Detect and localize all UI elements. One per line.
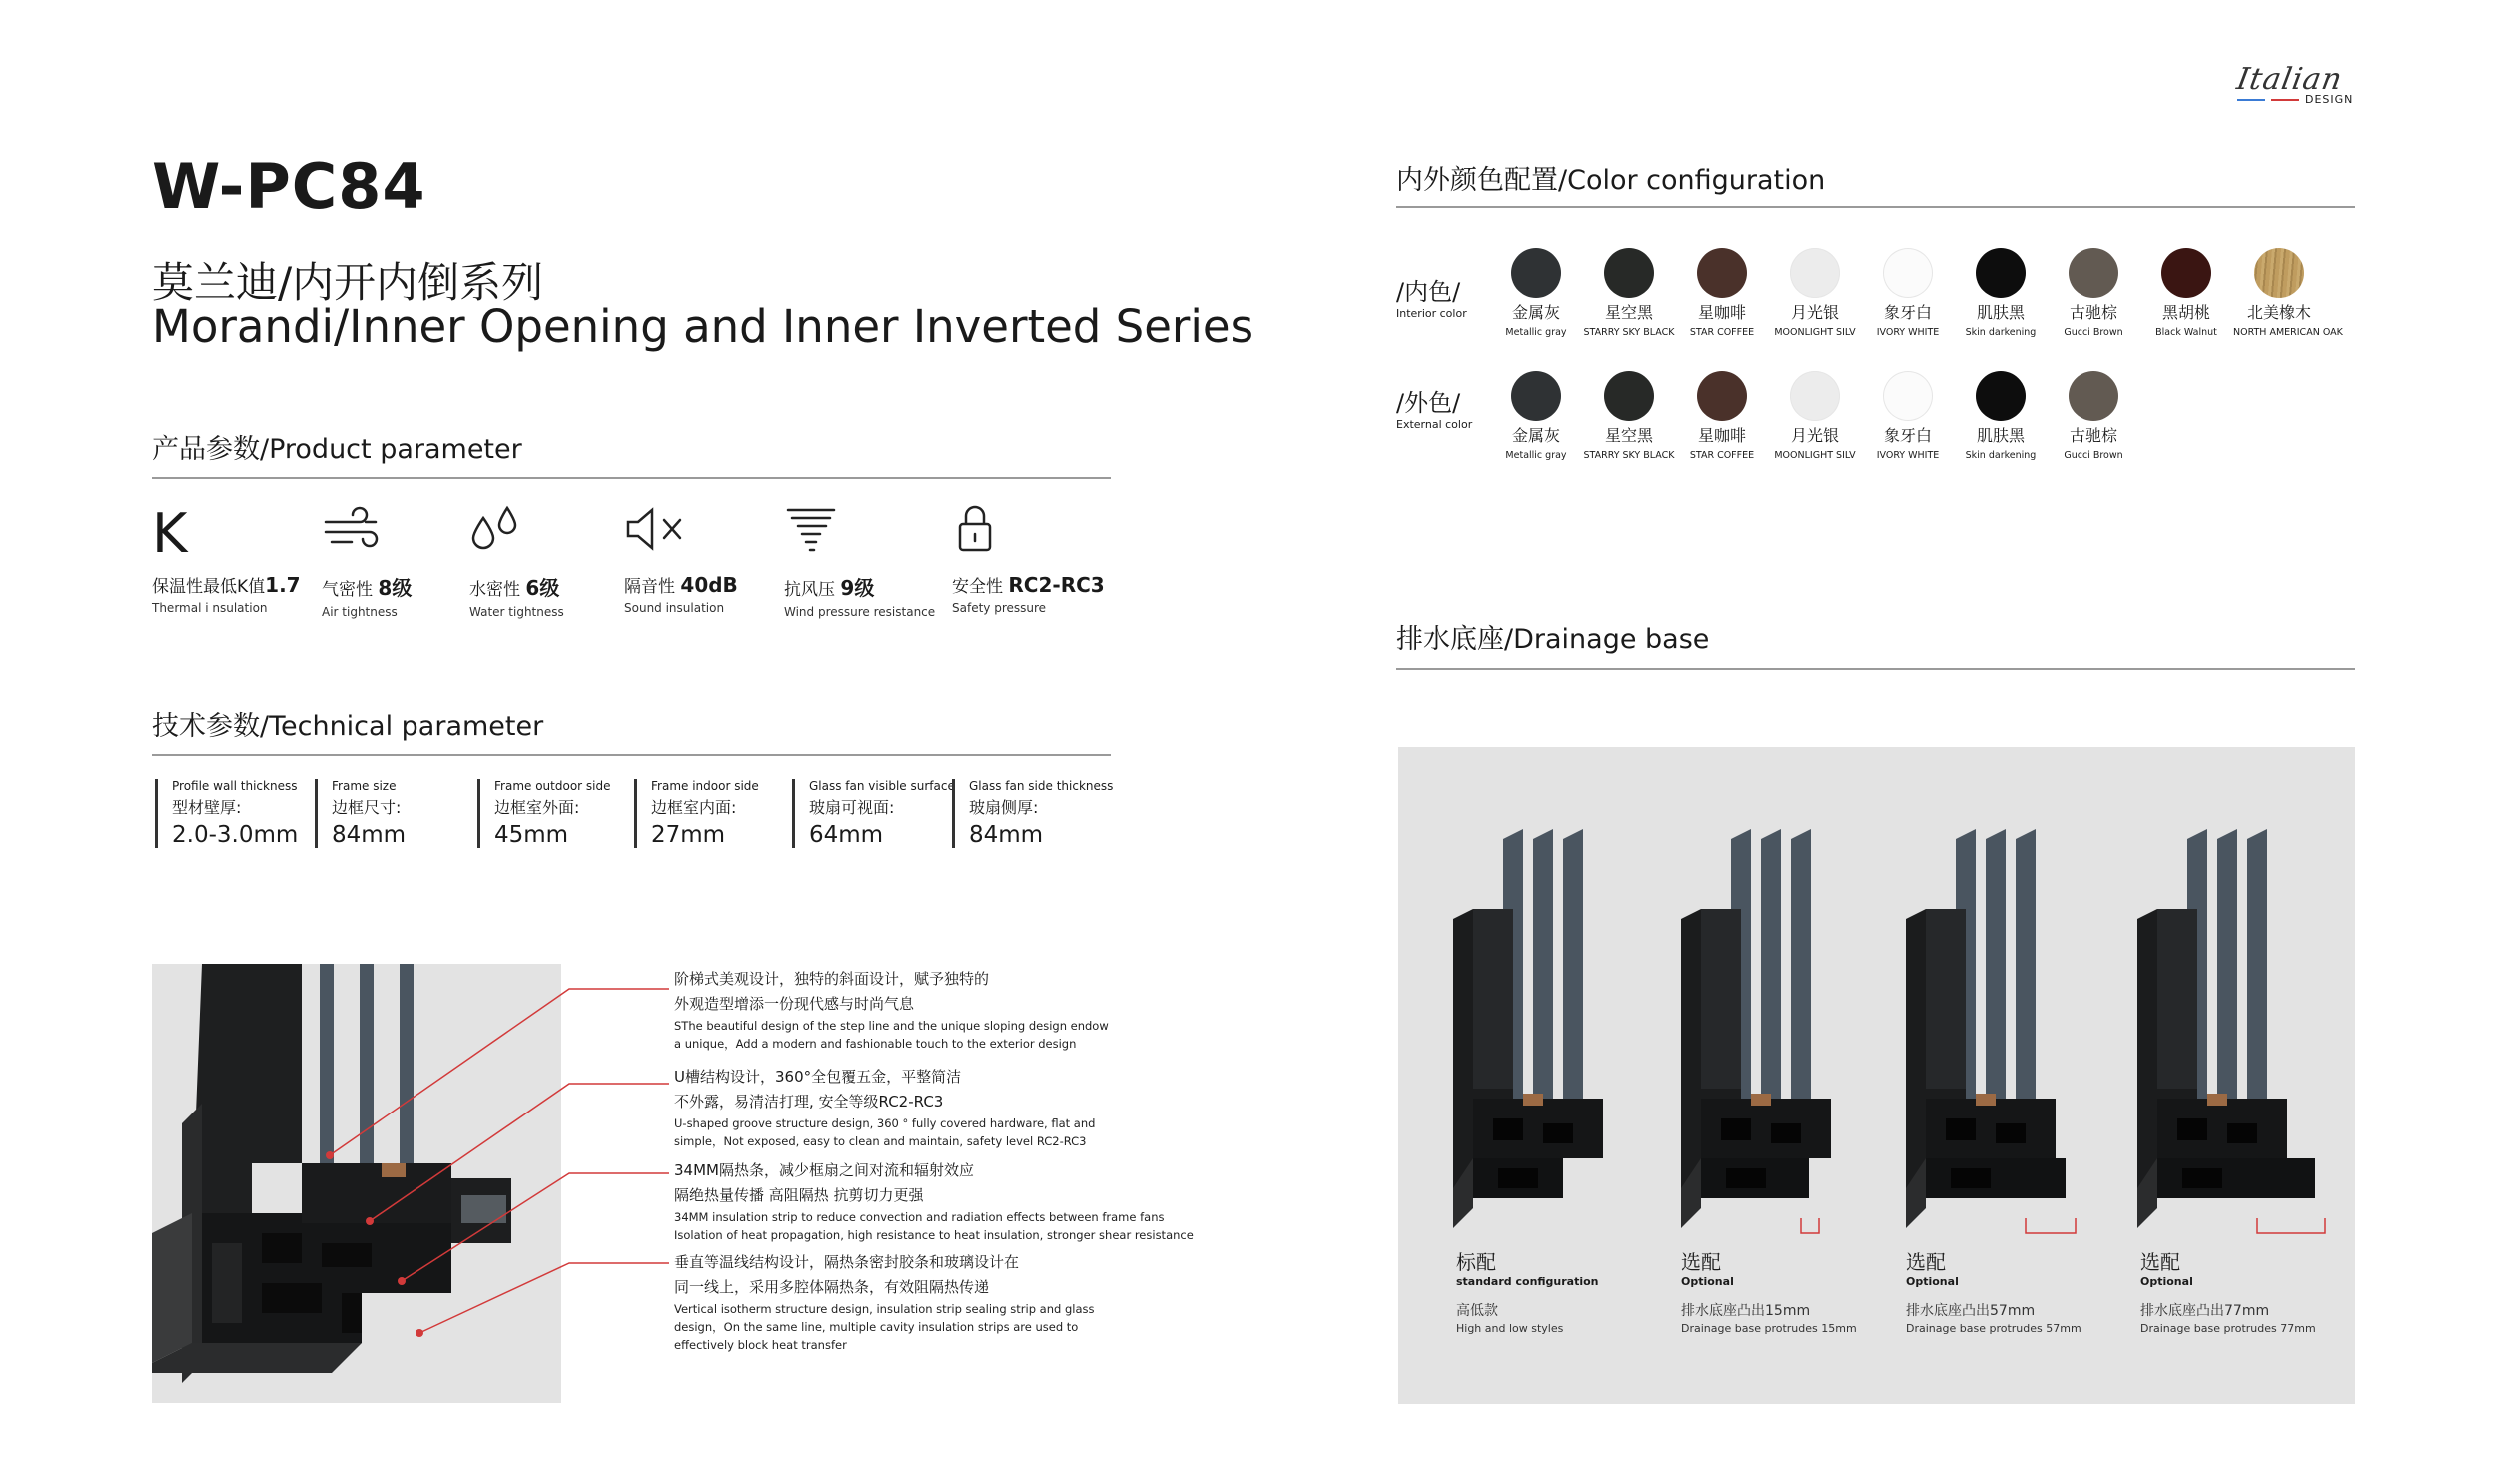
- swatch-name-cn: 月光银: [1790, 303, 1839, 322]
- window-profile-drawing: [1681, 829, 1881, 1248]
- param-wind-pressure: 抗风压 9级 Wind pressure resistance: [784, 504, 944, 619]
- color-swatch: [1862, 248, 1954, 338]
- param-sound: 隔音性 40dB Sound insulation: [624, 504, 784, 615]
- color-swatch: [1955, 371, 2047, 461]
- feature-note-step-design: 阶梯式美观设计，独特的斜面设计，赋予独特的 外观造型增添一份现代感与时尚气息 SThe beautiful design of the step line and the unique sloping design endow a unique，Add a modern and fashionable touch to the exterior design: [674, 970, 1109, 1051]
- param-thermal: K 保温性最低K值1.7 Thermal i nsulation: [152, 504, 312, 615]
- product-parameter-title: 产品参数/Product parameter: [152, 434, 522, 465]
- brand-word: DESIGN: [2305, 93, 2354, 106]
- wind-icon: [322, 504, 481, 564]
- lock-icon: [952, 504, 1112, 564]
- tech-frame-outdoor: Frame outdoor side 边框室外面: 45mm: [477, 779, 644, 848]
- swatch-name-cn: 肌肤黑: [1976, 426, 2025, 445]
- swatch-chip: [1790, 248, 1840, 298]
- swatch-name-cn: 肌肤黑: [1976, 303, 2025, 322]
- swatch-chip: [1697, 371, 1747, 421]
- divider: [152, 754, 1111, 756]
- tech-glass-side: Glass fan side thickness 玻扇侧厚: 84mm: [952, 779, 1119, 848]
- window-profile-drawing: [2137, 829, 2337, 1248]
- swatch-name-en: STAR COFFEE: [1689, 327, 1755, 338]
- drainage-option-57mm: 选配 Optional 排水底座凸出57mm Drainage base protrudes 57mm: [1906, 1250, 2081, 1335]
- swatch-name-en: Metallic gray: [1505, 327, 1567, 338]
- swatch-name-cn: 星咖啡: [1697, 426, 1746, 445]
- swatch-name-en: Metallic gray: [1505, 450, 1567, 461]
- speaker-mute-icon: [624, 504, 784, 564]
- brand-script: Italian: [2233, 62, 2346, 97]
- param-water: 水密性 6级 Water tightness: [469, 504, 629, 619]
- color-swatch: [1490, 248, 1582, 338]
- swatch-name-en: Gucci Brown: [2064, 327, 2123, 338]
- swatch-chip: [2069, 248, 2118, 298]
- swatch-name-en: NORTH AMERICAN OAK: [2233, 327, 2343, 338]
- color-swatch: [1583, 371, 1675, 461]
- drainage-base-title: 排水底座/Drainage base: [1396, 624, 1710, 655]
- color-swatch: [2048, 371, 2139, 461]
- drainage-option-standard: 标配 standard configuration 高低款 High and low styles: [1456, 1250, 1599, 1335]
- swatch-chip: [1604, 371, 1654, 421]
- color-swatch: [1490, 371, 1582, 461]
- tech-frame-size: Frame size 边框尺寸: 84mm: [315, 779, 481, 848]
- window-profile-drawing: [1906, 829, 2105, 1248]
- swatch-name-en: IVORY WHITE: [1876, 327, 1940, 338]
- exterior-color-label: /外色/ External color: [1396, 389, 1473, 431]
- swatch-name-en: Black Walnut: [2155, 327, 2217, 338]
- callout-lines: [320, 979, 679, 1378]
- color-swatch: [1676, 371, 1768, 461]
- tornado-icon: [784, 504, 944, 564]
- water-drops-icon: [469, 504, 629, 564]
- swatch-name-cn: 黑胡桃: [2161, 303, 2210, 322]
- tech-wall-thickness: Profile wall thickness 型材壁厚: 2.0-3.0mm: [155, 779, 322, 848]
- swatch-name-en: MOONLIGHT SILV: [1774, 327, 1856, 338]
- window-profile-drawing: [1453, 829, 1653, 1248]
- swatch-name-en: MOONLIGHT SILV: [1774, 450, 1856, 461]
- swatch-chip: [1604, 248, 1654, 298]
- swatch-name-cn: 古驰棕: [2069, 303, 2117, 322]
- swatch-chip: [2069, 371, 2118, 421]
- divider: [1396, 206, 2355, 208]
- color-swatch: [1583, 248, 1675, 338]
- swatch-name-cn: 象牙白: [1883, 426, 1932, 445]
- swatch-chip: [2161, 248, 2211, 298]
- swatch-chip: [1511, 371, 1561, 421]
- technical-parameter-title: 技术参数/Technical parameter: [152, 711, 544, 742]
- swatch-name-en: STARRY SKY BLACK: [1583, 450, 1675, 461]
- color-swatch: [1769, 371, 1861, 461]
- swatch-name-en: STAR COFFEE: [1689, 450, 1755, 461]
- swatch-chip: [1883, 371, 1933, 421]
- tech-frame-indoor: Frame indoor side 边框室内面: 27mm: [634, 779, 801, 848]
- swatch-chip: [1883, 248, 1933, 298]
- swatch-name-cn: 月光银: [1790, 426, 1839, 445]
- swatch-name-en: Skin darkening: [1965, 450, 2037, 461]
- drainage-option-15mm: 选配 Optional 排水底座凸出15mm Drainage base protrudes 15mm: [1681, 1250, 1857, 1335]
- brand-logo: [2233, 62, 2367, 114]
- swatch-name-en: Skin darkening: [1965, 327, 2037, 338]
- param-safety: 安全性 RC2-RC3 Safety pressure: [952, 504, 1112, 615]
- feature-note-isotherm: 垂直等温线结构设计，隔热条密封胶条和玻璃设计在 同一线上，采用多腔体隔热条，有效阻隔热传递 Vertical isotherm structure design, insulation strip sealing strip and glass design，On the same line, multiple cavity insulation strips are used to effectively block heat transfer: [674, 1253, 1095, 1352]
- tech-glass-visible: Glass fan visible surface 玻扇可视面: 64mm: [792, 779, 959, 848]
- swatch-name-cn: 古驰棕: [2069, 426, 2117, 445]
- swatch-name-cn: 星空黑: [1604, 303, 1653, 322]
- model-title: W-PC84: [152, 150, 426, 223]
- swatch-name-en: IVORY WHITE: [1876, 450, 1940, 461]
- swatch-name-cn: 北美橡木: [2246, 303, 2311, 322]
- color-swatch: [2233, 248, 2343, 338]
- swatch-name-cn: 星空黑: [1604, 426, 1653, 445]
- param-air: 气密性 8级 Air tightness: [322, 504, 481, 619]
- swatch-chip: [1697, 248, 1747, 298]
- swatch-name-en: Gucci Brown: [2064, 450, 2123, 461]
- feature-note-insulation-strip: 34MM隔热条，减少框扇之间对流和辐射效应 隔绝热量传播 高阻隔热 抗剪切力更强 34MM insulation strip to reduce convection and radiation effects between frame fans Isolation of heat propagation, high resistance to heat insulation, stronger shear resistance: [674, 1161, 1194, 1242]
- series-title-en: Morandi/Inner Opening and Inner Inverted Series: [152, 300, 1254, 353]
- swatch-chip: [1976, 248, 2026, 298]
- swatch-name-cn: 象牙白: [1883, 303, 1932, 322]
- divider: [1396, 668, 2355, 670]
- feature-note-u-groove: U槽结构设计，360°全包覆五金，平整简洁 不外露，易清洁打理, 安全等级RC2-RC3 U-shaped groove structure design, 360 ° fully covered hardware, flat and simple，Not exposed, easy to clean and maintain, safety level RC2-RC3: [674, 1068, 1096, 1148]
- color-swatch: [1769, 248, 1861, 338]
- color-swatch: [2140, 248, 2232, 338]
- color-swatch: [1676, 248, 1768, 338]
- color-swatch: [1862, 371, 1954, 461]
- drainage-option-77mm: 选配 Optional 排水底座凸出77mm Drainage base protrudes 77mm: [2140, 1250, 2316, 1335]
- color-swatch: [1955, 248, 2047, 338]
- swatch-name-en: STARRY SKY BLACK: [1583, 327, 1675, 338]
- interior-color-label: /内色/ Interior color: [1396, 278, 1467, 320]
- swatch-name-cn: 金属灰: [1511, 303, 1560, 322]
- swatch-chip: [2254, 248, 2304, 298]
- color-swatch: [2048, 248, 2139, 338]
- swatch-chip: [1976, 371, 2026, 421]
- k-letter-icon: K: [152, 502, 188, 565]
- series-title-cn: 莫兰迪/内开内倒系列: [152, 258, 544, 307]
- swatch-name-cn: 金属灰: [1511, 426, 1560, 445]
- color-configuration-title: 内外颜色配置/Color configuration: [1396, 165, 1826, 196]
- swatch-chip: [1511, 248, 1561, 298]
- divider: [152, 477, 1111, 479]
- swatch-chip: [1790, 371, 1840, 421]
- swatch-name-cn: 星咖啡: [1697, 303, 1746, 322]
